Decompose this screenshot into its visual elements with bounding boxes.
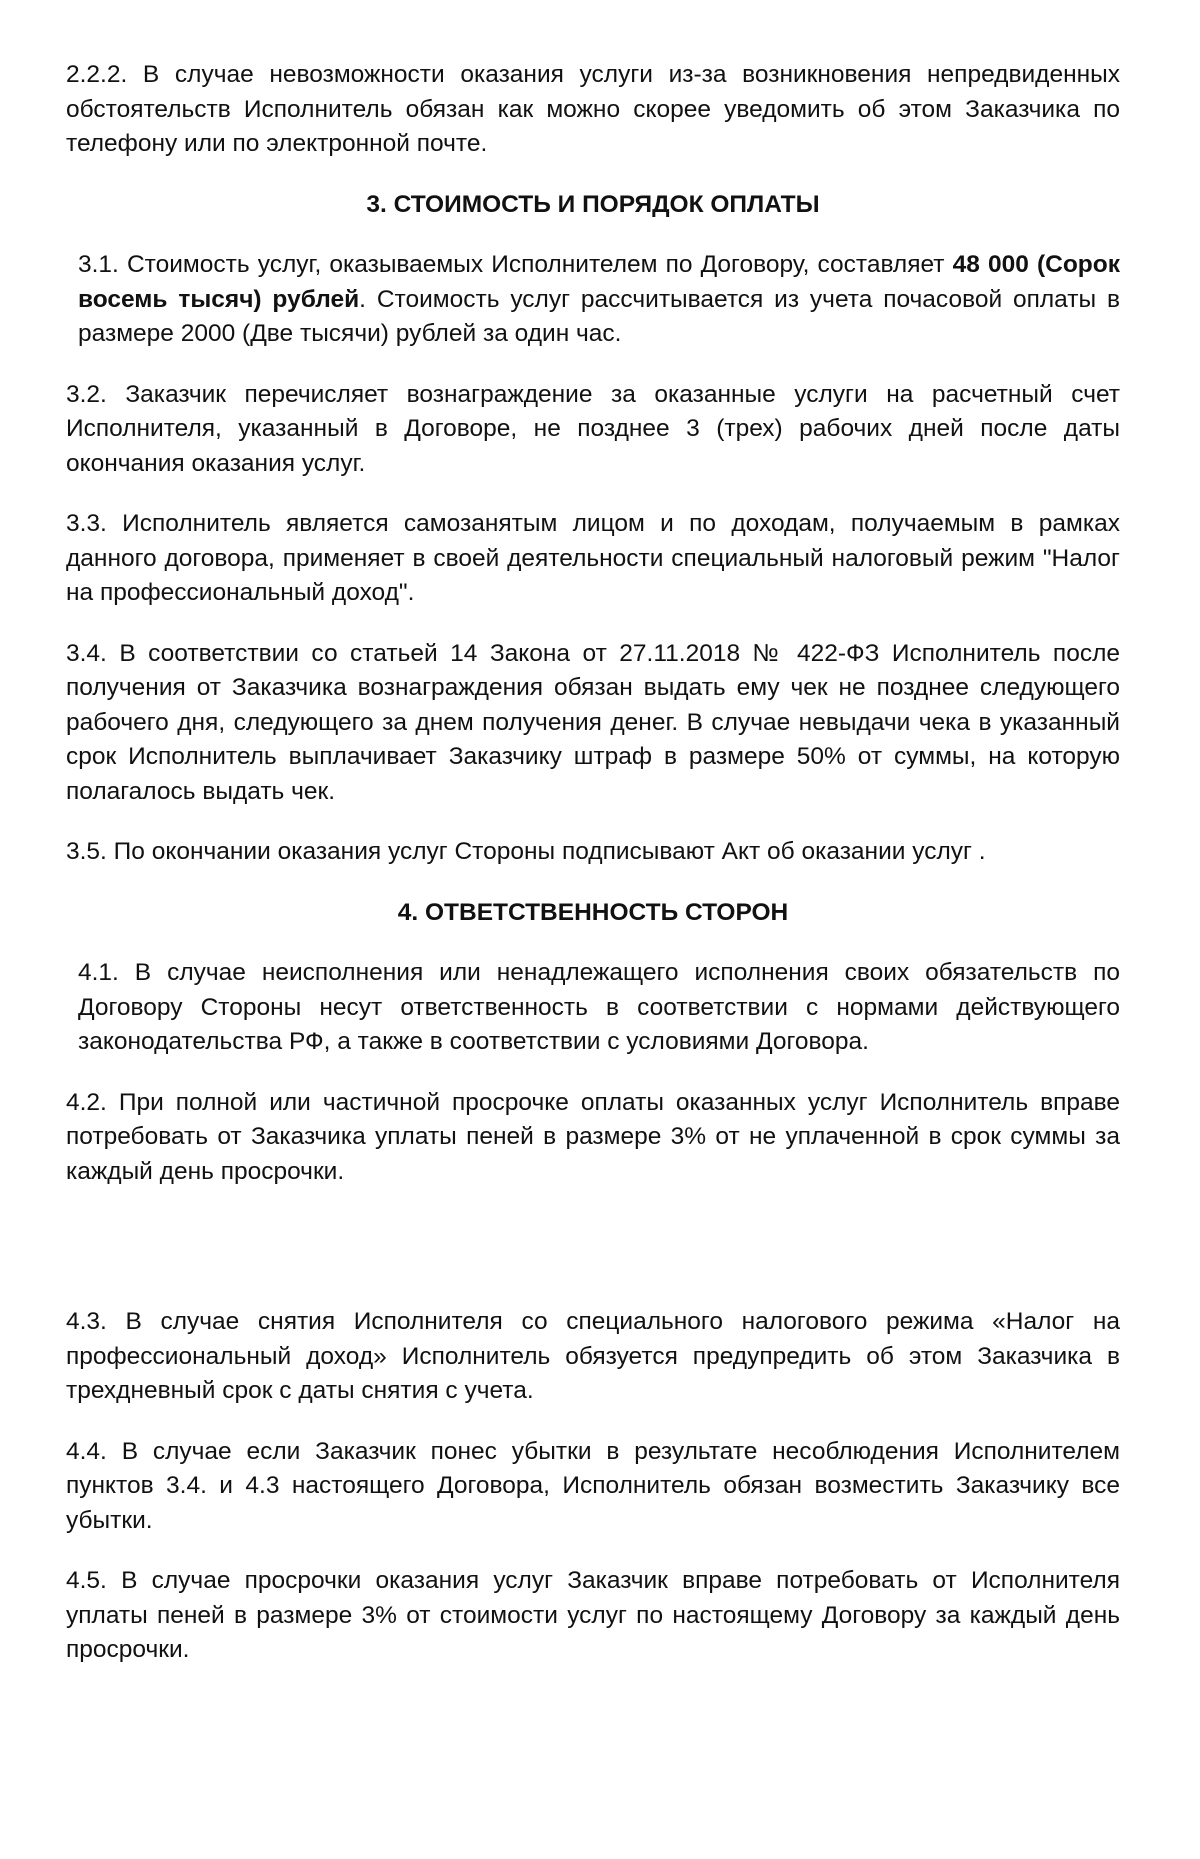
clause-4-5: 4.5. В случае просрочки оказания услуг Заказчик вправе потребовать от Исполнителя уплаты пеней в размере 3% от стоимости услуг по настоящему Договору за каждый день просрочки. [66,1567,1120,1663]
clause-4-3: 4.3. В случае снятия Исполнителя со специального налогового режима «Налог на профессиональный доход» Исполнитель обязуется предупредить об этом Заказчика в трехдневный срок с даты снятия с учета. [66,1308,1120,1404]
document-page [66,58,1120,1668]
spacer [66,611,1120,637]
clause-3-2: 3.2. Заказчик перечисляет вознаграждение за оказанные услуги на расчетный счет Исполнителя, указанный в Договоре, не позднее 3 (трех) рабочих дней после даты окончания оказания услуг. [66,380,1120,477]
clause-3-4: 3.4. В соответствии со статьей 14 Закона от 27.11.2018 № 422-ФЗ Исполнитель после получения от Заказчика вознаграждения обязан выдать ему чек не позднее следующего рабочего дня, следующего за днем получения денег. В случае невыдачи чека в указанный срок Исполнитель выплачивает Заказчику штраф в размере 50% от суммы, на которую полагалось выдать чек. [66,639,1120,805]
spacer [66,352,1120,378]
spacer [66,481,1120,507]
spacer [66,1409,1120,1435]
section-4-title: 4. ОТВЕТСТВЕННОСТЬ СТОРОН [397,898,789,926]
spacer [66,1538,1120,1564]
clause-4-4: 4.4. В случае если Заказчик понес убытки в результате несоблюдения Исполнителем пунктов 3.4. и 4.3 настоящего Договора, Исполнитель обязан возместить Заказчику все убытки. [66,1437,1120,1534]
clause-2-2-2: 2.2.2. В случае невозможности оказания услуги из-за возникновения непредвиденных обстоятельств Исполнитель обязан как можно скорее уведомить об этом Заказчика по телефону или по электронной почте. [66,61,1120,157]
clause-3-1-amount: 48 000 (Сорок восемь тысяч) рублей [78,251,1120,313]
spacer [66,222,1120,248]
spacer [66,930,1120,956]
spacer [66,1189,1120,1305]
spacer [66,870,1120,896]
clause-3-3: 3.3. Исполнитель является самозанятым лицом и по доходам, получаемым в рамках данного договора, применяет в своей деятельности специальный налоговый режим "Налог на профессиональный доход". [66,510,1120,606]
clause-3-1-end: . Стоимость услуг рассчитывается из учета почасовой оплаты в размере 2000 (Две тысячи) рублей за один час. [78,285,1120,347]
clause-3-1 [66,248,1120,352]
clause-3-5: 3.5. По окончании оказания услуг Стороны подписывают Акт об оказании услуг . [66,838,986,865]
clause-3-1-start: 3.1. Стоимость услуг, оказываемых Исполнителем по Договору, составляет [78,251,953,278]
spacer [66,809,1120,835]
clause-4-1: 4.1. В случае неисполнения или ненадлежащего исполнения своих обязательств по Договору Стороны несут ответственность в соответствии с нормами действующего законодательства РФ, а также в соответствии с условиями Договора. [78,959,1120,1055]
clause-4-2: 4.2. При полной или частичной просрочке оплаты оказанных услуг Исполнитель вправе потребовать от Заказчика уплаты пеней в размере 3% от не уплаченной в срок суммы за каждый день просрочки. [66,1088,1120,1185]
section-3-title: 3. СТОИМОСТЬ И ПОРЯДОК ОПЛАТЫ [366,190,820,218]
spacer [66,162,1120,188]
spacer [66,1060,1120,1086]
